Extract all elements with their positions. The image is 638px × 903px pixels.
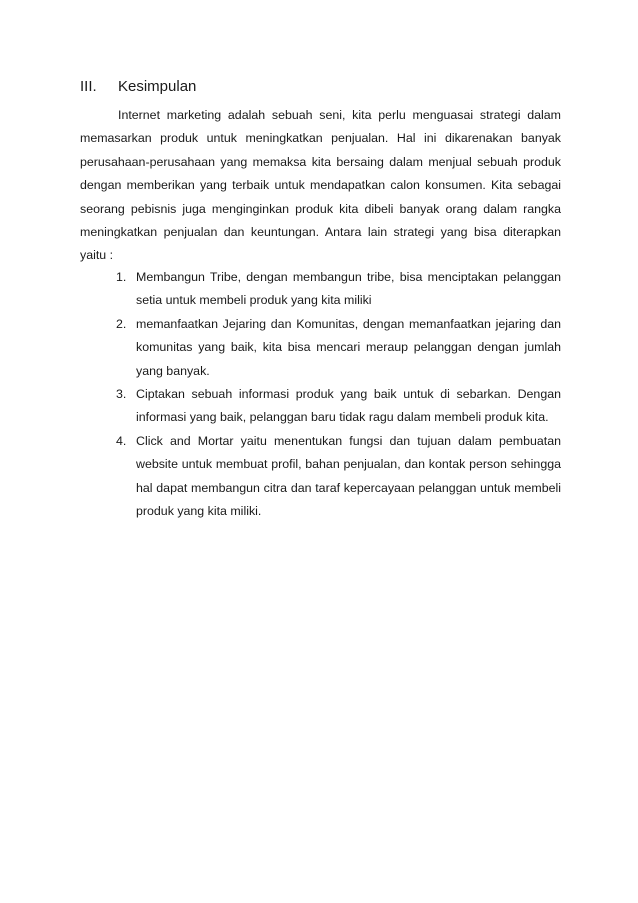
list-item — [116, 430, 561, 524]
strategy-list — [116, 266, 561, 523]
list-item-text: Membangun Tribe, dengan membangun tribe, bisa menciptakan pelanggan setia untuk membeli produk yang kita miliki — [136, 270, 561, 308]
list-marker: 2. — [116, 316, 127, 331]
list-item-text: Click and Mortar yaitu menentukan fungsi dan tujuan dalam pembuatan website untuk membuat profil, bahan penjualan, dan kontak person sehingga hal dapat membangun citra dan taraf kepercayaan pelanggan untuk membeli produk yang kita miliki. — [136, 433, 561, 519]
section-title: Kesimpulan — [118, 78, 197, 95]
list-item — [116, 383, 561, 430]
list-marker: 3. — [116, 387, 127, 402]
body-paragraph: Internet marketing adalah sebuah seni, kita perlu menguasai strategi dalam memasarkan produk untuk meningkatkan penjualan. Hal ini dikarenakan banyak perusahaan-perusahaan yang memaksa kita bersaing dalam menjual sebuah produk dengan memberikan yang terbaik untuk mendapatkan calon konsumen. Kita sebagai seorang pebisnis juga menginginkan produk kita dibeli banyak orang dalam rangka meningkatkan penjualan dan keuntungan. Antara lain strategi yang bisa diterapkan yaitu : — [80, 108, 561, 263]
list-item — [116, 266, 561, 313]
list-item-text: memanfaatkan Jejaring dan Komunitas, dengan memanfaatkan jejaring dan komunitas yang baik, kita bisa mencari meraup pelanggan dengan jumlah yang banyak. — [136, 316, 561, 378]
list-marker: 1. — [116, 270, 127, 284]
list-marker: 4. — [116, 433, 127, 448]
list-item-text: Ciptakan sebuah informasi produk yang baik untuk di sebarkan. Dengan informasi yang baik, pelanggan baru tidak ragu dalam membeli produk kita. — [136, 387, 561, 425]
section-number: III. — [80, 78, 97, 95]
list-item — [116, 313, 561, 383]
